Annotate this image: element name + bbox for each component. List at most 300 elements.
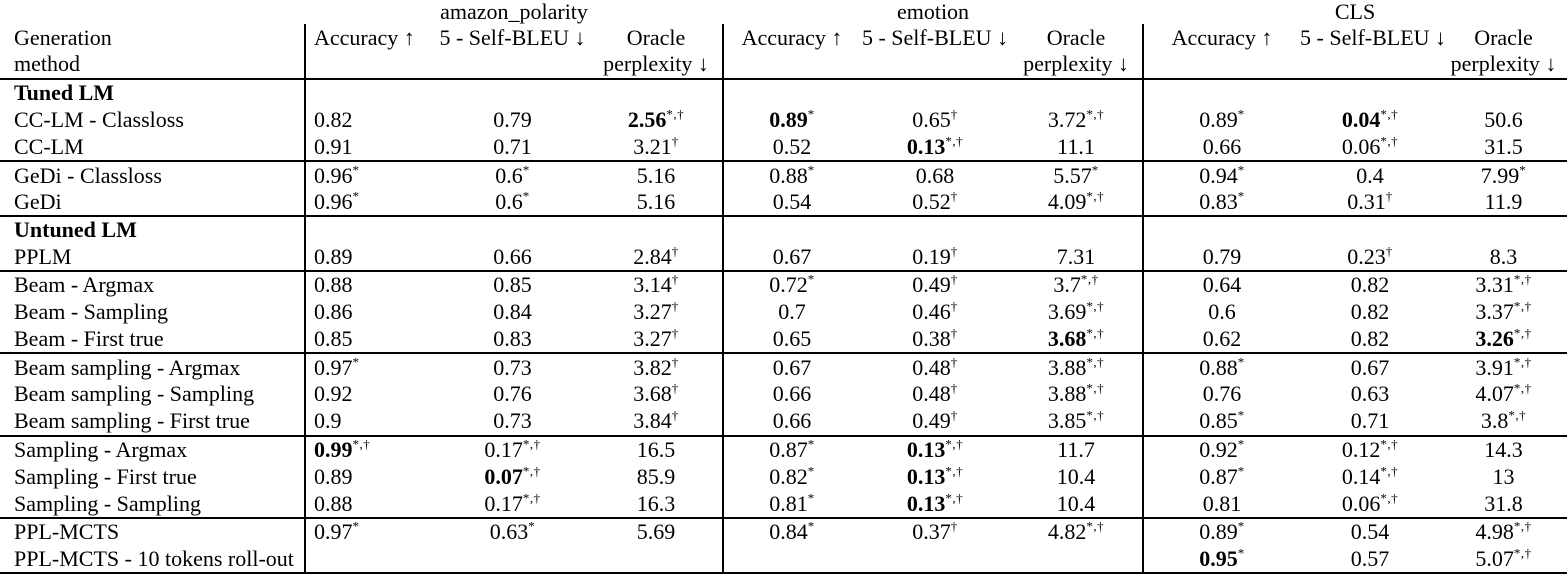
value-cell: 3.84† (633, 408, 679, 434)
value-cell: 0.71 (493, 134, 532, 160)
significance-marker: † (950, 188, 958, 204)
value-cell: 0.17*,† (435, 436, 590, 463)
value-cell: 3.69*,† (1047, 298, 1105, 325)
significance-marker: * (1237, 518, 1245, 534)
value-cell: 0.48† (912, 381, 958, 407)
value-cell: 0.79 (493, 107, 532, 133)
table-row (0, 161, 1567, 188)
significance-marker: *,† (666, 106, 685, 122)
value-cell: 0.85* (1143, 408, 1300, 435)
value-cell (305, 545, 435, 573)
value-cell: 0.54 (1300, 518, 1440, 545)
value-cell: 5.57* (1010, 161, 1143, 188)
accuracy-header: Accuracy ↑ (305, 24, 435, 52)
significance-marker: † (671, 354, 679, 370)
value-cell (860, 545, 1010, 573)
value-cell: 0.12*,† (1300, 436, 1440, 463)
oracle-header-line2: perplexity ↓ (1440, 52, 1567, 79)
significance-marker: * (1237, 188, 1245, 204)
value-cell: 0.83* (1143, 189, 1300, 216)
value-cell: 0.4 (1300, 161, 1440, 188)
significance-marker: *,† (1086, 325, 1105, 341)
value-cell: 0.63* (435, 518, 590, 545)
significance-marker: *,† (945, 463, 964, 479)
value-cell (435, 79, 590, 106)
value-cell: 0.73 (493, 408, 532, 434)
method-label: Sampling - Sampling (14, 490, 201, 516)
value-cell: 3.14† (590, 271, 723, 298)
method-label: PPL-MCTS (0, 518, 305, 545)
method-label: GeDi (14, 188, 62, 214)
significance-marker: * (807, 271, 815, 287)
value-cell: 0.65 (723, 326, 860, 353)
value-cell: 0.68 (860, 161, 1010, 188)
oracle-header-line2: perplexity ↓ (590, 52, 723, 79)
significance-marker: *,† (1086, 106, 1105, 122)
value-cell: 3.88*,† (1010, 353, 1143, 380)
value-cell: 0.49† (912, 408, 958, 434)
header-row-2 (0, 52, 1567, 79)
value-cell: 0.06*,† (1341, 490, 1399, 516)
significance-marker: * (1237, 106, 1245, 122)
value-cell: 3.21† (633, 133, 679, 160)
value-cell: 31.5 (1484, 134, 1523, 160)
value-cell: 5.16 (636, 188, 676, 214)
value-cell: 0.67 (723, 244, 860, 271)
significance-marker: * (352, 188, 360, 204)
value-cell: 0.07*,† (484, 463, 541, 489)
value-cell: 11.9 (1484, 188, 1523, 214)
value-cell (1010, 79, 1143, 106)
significance-marker: *,† (1380, 436, 1399, 452)
section-row (0, 216, 1567, 243)
method-label: Beam sampling - Argmax (0, 353, 305, 380)
value-cell: 5.69 (590, 518, 723, 545)
significance-marker: *,† (1080, 271, 1099, 287)
significance-marker: † (950, 106, 958, 122)
value-cell: 50.6 (1484, 107, 1523, 133)
value-cell: 16.3 (636, 490, 676, 516)
significance-marker: † (671, 325, 679, 341)
value-cell: 4.09*,† (1047, 188, 1105, 214)
value-cell (1143, 216, 1300, 243)
results-table-body (0, 79, 1567, 573)
value-cell: 0.52 (723, 134, 860, 161)
group-title-amazon-polarity: amazon_polarity (440, 0, 588, 24)
table-row (0, 408, 1567, 435)
value-cell: 0.88* (723, 161, 860, 188)
empty-header-cell (723, 52, 860, 79)
value-cell: 0.66 (1143, 134, 1300, 161)
value-cell: 0.13*,† (906, 490, 964, 516)
value-cell: 0.87* (723, 436, 860, 463)
table-row (0, 436, 1567, 463)
method-header-line2: method (0, 52, 305, 79)
method-label: Beam - Sampling (14, 299, 168, 325)
value-cell: 3.37*,† (1475, 298, 1532, 325)
value-cell (860, 79, 1010, 106)
value-cell: 0.91 (305, 134, 435, 161)
significance-marker: * (352, 518, 360, 534)
significance-marker: * (807, 463, 815, 479)
value-cell: 0.89* (1143, 107, 1300, 134)
value-cell (590, 545, 723, 573)
empty-header-cell (860, 52, 1010, 79)
significance-marker: † (950, 518, 958, 534)
value-cell: 0.64 (1143, 271, 1300, 298)
table-row (0, 545, 1567, 573)
value-cell: 0.89 (305, 244, 435, 271)
significance-marker: *,† (945, 436, 964, 452)
significance-marker: † (671, 133, 679, 149)
value-cell: 3.82† (590, 353, 723, 380)
significance-marker: * (1519, 162, 1527, 178)
value-cell: 31.8 (1484, 490, 1523, 516)
self-bleu-header: 5 - Self-BLEU ↓ (1300, 25, 1447, 51)
value-cell: 0.89* (723, 107, 860, 134)
table-row (0, 353, 1567, 380)
value-cell: 3.8*,† (1480, 408, 1527, 434)
value-cell: 0.96* (305, 189, 435, 216)
value-cell: 7.99* (1440, 161, 1567, 188)
value-cell: 0.13*,† (906, 133, 964, 160)
value-cell: 0.94* (1143, 161, 1300, 188)
value-cell (1010, 545, 1143, 573)
value-cell: 0.48† (860, 353, 1010, 380)
value-cell: 0.52† (912, 188, 958, 214)
significance-marker: * (1237, 463, 1245, 479)
oracle-header-line1: Oracle (1474, 25, 1533, 51)
value-cell (1440, 216, 1567, 243)
significance-marker: † (671, 381, 679, 397)
table-row (0, 134, 1567, 161)
value-cell: 0.76 (493, 381, 532, 407)
value-cell (305, 79, 435, 106)
value-cell: 0.46† (912, 298, 958, 325)
value-cell: 0.86 (305, 299, 435, 326)
value-cell: 0.04*,† (1341, 106, 1399, 133)
significance-marker: *,† (1086, 354, 1105, 370)
value-cell: 0.79 (1143, 244, 1300, 271)
significance-marker: * (528, 518, 536, 534)
value-cell: 8.3 (1489, 243, 1518, 269)
significance-marker: * (1091, 162, 1099, 178)
value-cell: 0.62 (1143, 326, 1300, 353)
significance-marker: * (807, 490, 815, 506)
table-row (0, 381, 1567, 408)
value-cell: 0.85 (305, 326, 435, 353)
value-cell: 0.84 (493, 299, 532, 325)
table-row (0, 271, 1567, 298)
value-cell: 13 (1492, 463, 1515, 489)
value-cell (723, 79, 860, 106)
value-cell: 0.82 (1300, 271, 1440, 298)
significance-marker: *,† (1513, 381, 1532, 397)
value-cell (860, 216, 1010, 243)
significance-marker: * (1237, 436, 1245, 452)
value-cell: 0.57 (1350, 545, 1390, 571)
value-cell: 2.56*,† (627, 106, 685, 133)
significance-marker: *,† (1380, 490, 1399, 506)
value-cell: 3.7*,† (1010, 271, 1143, 298)
significance-marker: *,† (1086, 518, 1105, 534)
value-cell: 0.49† (860, 271, 1010, 298)
value-cell: 0.88 (305, 491, 435, 518)
value-cell: 0.81 (1143, 491, 1300, 518)
value-cell: 0.76 (1143, 381, 1300, 408)
oracle-header-line1: Oracle (626, 25, 686, 51)
significance-marker: * (807, 162, 815, 178)
method-label: CC-LM - Classloss (14, 107, 184, 133)
value-cell: 7.31 (1056, 243, 1096, 269)
value-cell: 11.1 (1057, 134, 1095, 160)
significance-marker: † (950, 381, 958, 397)
significance-marker: *,† (1086, 298, 1105, 314)
value-cell: 0.19† (912, 243, 958, 269)
method-label: CC-LM (14, 134, 84, 160)
value-cell: 0.82 (305, 107, 435, 134)
significance-marker: *,† (522, 436, 541, 452)
value-cell: 0.54 (723, 189, 860, 216)
significance-marker: *,† (522, 463, 541, 479)
table-row (0, 299, 1567, 326)
significance-marker: *,† (1513, 298, 1532, 314)
method-header-line1: Generation (14, 25, 112, 51)
value-cell: 0.23† (1347, 243, 1393, 269)
value-cell: 3.26*,† (1475, 325, 1532, 352)
value-cell: 0.38† (912, 325, 958, 352)
value-cell (435, 216, 590, 243)
value-cell: 0.66 (723, 381, 860, 408)
value-cell: 0.17*,† (484, 490, 541, 516)
significance-marker: *,† (1508, 408, 1527, 424)
significance-marker: † (671, 408, 679, 424)
value-cell: 0.73 (435, 353, 590, 380)
significance-marker: *,† (1086, 381, 1105, 397)
value-cell: 3.68† (633, 381, 679, 407)
value-cell: 0.89 (305, 463, 435, 490)
section-label: Untuned LM (0, 216, 305, 243)
significance-marker: † (671, 298, 679, 314)
value-cell: 0.63 (1350, 381, 1390, 407)
value-cell: 3.72*,† (1047, 106, 1105, 133)
significance-marker: *,† (1086, 408, 1105, 424)
significance-marker: * (352, 162, 360, 178)
significance-marker: † (671, 271, 679, 287)
value-cell: 0.87* (1143, 463, 1300, 490)
value-cell: 3.85*,† (1047, 408, 1105, 434)
significance-marker: * (522, 162, 530, 178)
value-cell: 0.96* (305, 161, 435, 188)
value-cell (305, 216, 435, 243)
significance-marker: * (352, 354, 360, 370)
value-cell: 85.9 (636, 463, 676, 489)
self-bleu-header: 5 - Self-BLEU ↓ (861, 25, 1009, 51)
section-label: Tuned LM (14, 80, 115, 106)
empty-header-cell (435, 52, 590, 79)
value-cell: 0.99*,† (305, 436, 435, 463)
value-cell (723, 545, 860, 573)
significance-marker: *,† (1513, 545, 1532, 561)
group-title-emotion: emotion (896, 0, 970, 24)
significance-marker: *,† (1513, 325, 1532, 341)
empty-header-cell (1143, 52, 1300, 79)
value-cell: 16.5 (590, 436, 723, 463)
value-cell: 0.92* (1143, 436, 1300, 463)
value-cell: 0.6* (495, 188, 530, 214)
group-title-cls: CLS (1334, 0, 1376, 24)
method-label: GeDi - Classloss (0, 161, 305, 188)
significance-marker: *,† (522, 490, 541, 506)
significance-marker: *,† (1380, 463, 1399, 479)
value-cell: 0.6 (1143, 299, 1300, 326)
significance-marker: † (950, 408, 958, 424)
method-label: Beam - First true (14, 326, 164, 352)
value-cell (590, 216, 723, 243)
method-label: Beam - Argmax (0, 271, 305, 298)
significance-marker: * (807, 106, 815, 122)
corner-cell (0, 0, 305, 24)
significance-marker: † (1385, 188, 1393, 204)
value-cell: 11.7 (1010, 436, 1143, 463)
value-cell: 0.9 (305, 408, 435, 435)
value-cell (590, 79, 723, 106)
self-bleu-header: 5 - Self-BLEU ↓ (439, 25, 586, 51)
significance-marker: * (522, 188, 530, 204)
table-row (0, 463, 1567, 490)
significance-marker: *,† (945, 490, 964, 506)
value-cell: 5.16 (590, 161, 723, 188)
significance-marker: *,† (1513, 271, 1532, 287)
value-cell: 10.4 (1056, 490, 1096, 516)
significance-marker: * (1237, 354, 1245, 370)
value-cell (435, 545, 590, 573)
value-cell: 0.88 (305, 271, 435, 298)
significance-marker: *,† (1380, 133, 1399, 149)
significance-marker: † (950, 298, 958, 314)
value-cell: 0.66 (723, 408, 860, 435)
value-cell: 4.07*,† (1475, 381, 1532, 407)
table-row (0, 189, 1567, 216)
significance-marker: † (950, 325, 958, 341)
value-cell (723, 216, 860, 243)
value-cell: 0.7 (723, 299, 860, 326)
method-label: Sampling - First true (14, 463, 197, 489)
significance-marker: † (950, 243, 958, 259)
significance-marker: * (807, 518, 815, 534)
significance-marker: *,† (1513, 518, 1532, 534)
value-cell: 0.14*,† (1341, 463, 1399, 489)
significance-marker: *,† (1513, 354, 1532, 370)
value-cell: 0.97* (305, 353, 435, 380)
oracle-header-line2: perplexity ↓ (1010, 52, 1143, 79)
significance-marker: *,† (352, 436, 371, 452)
empty-header-cell (1300, 52, 1440, 79)
value-cell: 4.82*,† (1010, 518, 1143, 545)
table-row (0, 107, 1567, 134)
accuracy-header: Accuracy ↑ (723, 24, 860, 52)
oracle-header-line1: Oracle (1046, 25, 1106, 51)
value-cell: 3.27† (633, 298, 679, 325)
method-label: Sampling - Argmax (0, 436, 305, 463)
value-cell: 0.31† (1347, 188, 1393, 214)
value-cell: 0.72* (723, 271, 860, 298)
value-cell: 0.67 (1300, 353, 1440, 380)
value-cell (1300, 216, 1440, 243)
value-cell: 0.85 (435, 271, 590, 298)
significance-marker: *,† (1380, 106, 1399, 122)
value-cell: 5.07*,† (1475, 545, 1532, 571)
value-cell: 0.84* (723, 518, 860, 545)
value-cell: 14.3 (1440, 436, 1567, 463)
significance-marker: *,† (1086, 188, 1105, 204)
accuracy-header: Accuracy ↑ (1143, 24, 1300, 52)
significance-marker: * (807, 436, 815, 452)
section-row (0, 79, 1567, 106)
value-cell: 3.68*,† (1047, 325, 1105, 352)
significance-marker: * (1237, 162, 1245, 178)
method-label: PPL-MCTS - 10 tokens roll-out (14, 545, 294, 571)
significance-marker: * (1237, 408, 1245, 424)
value-cell: 3.27† (633, 325, 679, 352)
value-cell: 0.95* (1143, 545, 1300, 573)
value-cell: 0.06*,† (1341, 133, 1399, 160)
value-cell (1440, 79, 1567, 106)
table-row (0, 491, 1567, 518)
value-cell: 0.65† (912, 106, 958, 133)
value-cell: 0.83 (493, 326, 532, 352)
significance-marker: † (1385, 243, 1393, 259)
value-cell: 4.98*,† (1440, 518, 1567, 545)
group-title-row (0, 0, 1567, 24)
method-label: Beam sampling - First true (14, 408, 250, 434)
value-cell: 0.81* (723, 491, 860, 518)
value-cell: 0.97* (305, 518, 435, 545)
value-cell: 0.88* (1143, 353, 1300, 380)
value-cell: 0.66 (493, 243, 532, 269)
table-row (0, 518, 1567, 545)
value-cell: 0.82* (723, 463, 860, 490)
significance-marker: † (950, 354, 958, 370)
header-row-1 (0, 24, 1567, 52)
value-cell: 0.67 (723, 353, 860, 380)
value-cell: 0.71 (1350, 408, 1390, 434)
value-cell: 0.82 (1350, 299, 1390, 325)
significance-marker: * (1237, 545, 1245, 561)
table-row (0, 244, 1567, 271)
value-cell (1300, 79, 1440, 106)
method-label: PPLM (14, 243, 72, 269)
value-cell (1143, 79, 1300, 106)
value-cell (1010, 216, 1143, 243)
value-cell: 0.13*,† (860, 436, 1010, 463)
value-cell: 0.6* (435, 161, 590, 188)
value-cell: 0.82 (1350, 326, 1390, 352)
value-cell: 10.4 (1056, 463, 1096, 489)
empty-header-cell (305, 52, 435, 79)
value-cell: 0.92 (305, 381, 435, 408)
table-row (0, 326, 1567, 353)
value-cell: 3.91*,† (1440, 353, 1567, 380)
value-cell: 0.37† (860, 518, 1010, 545)
significance-marker: † (671, 243, 679, 259)
value-cell: 0.13*,† (906, 463, 964, 489)
significance-marker: *,† (945, 133, 964, 149)
value-cell: 0.89* (1143, 518, 1300, 545)
value-cell: 3.31*,† (1440, 271, 1567, 298)
value-cell: 3.88*,† (1047, 381, 1105, 407)
method-label: Beam sampling - Sampling (14, 381, 255, 407)
